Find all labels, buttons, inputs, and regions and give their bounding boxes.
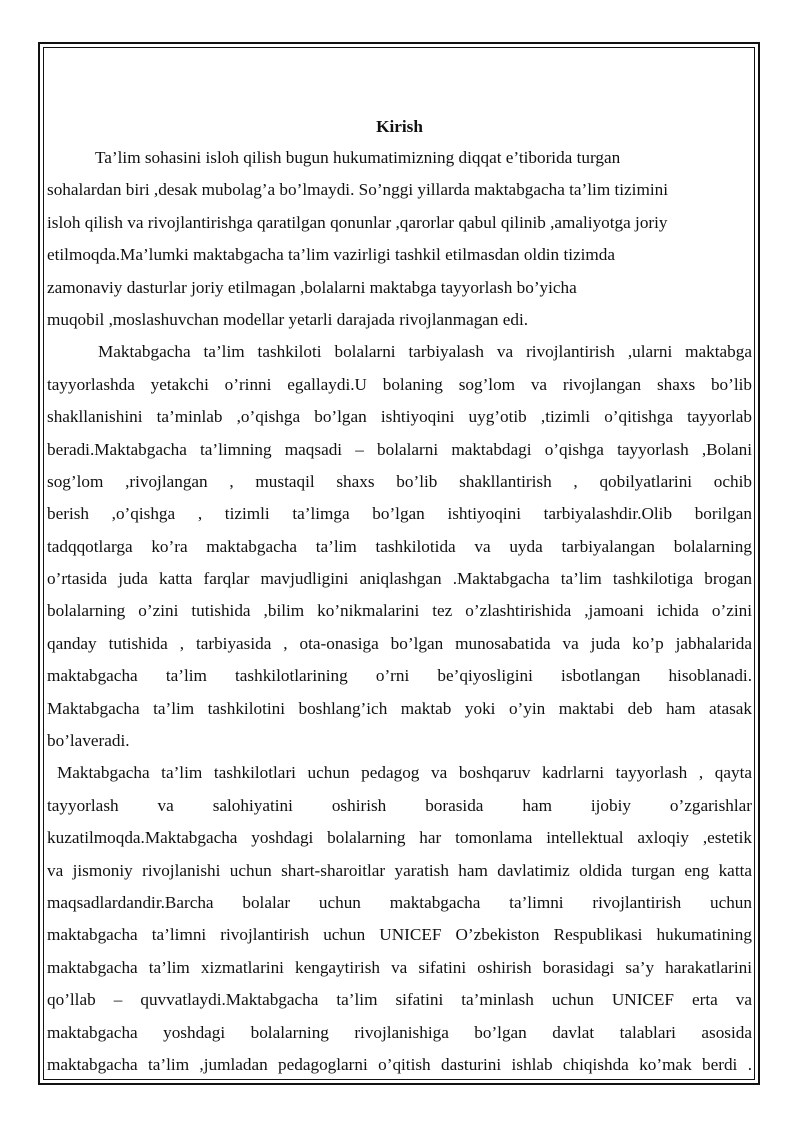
text-line: va jismoniy rivojlanishi uchun shart-sharoitlar yaratish ham davlatimiz oldida turgan eng katta <box>47 860 752 880</box>
text-line: beradi.Maktabgacha ta’limning maqsadi – bolalarni maktabdagi o’qishga tayyorlash ,Bolani <box>47 439 752 459</box>
text-line: o’rtasida juda katta farqlar mavjudligini aniqlashgan .Maktabgacha ta’lim tashkilotiga brogan <box>47 569 752 589</box>
document-body <box>47 112 752 1081</box>
text-line: kuzatilmoqda.Maktabgacha yoshdagi bolalarning har tomonlama intellektual axloqiy ,estetik <box>47 828 752 848</box>
text-line: zamonaviy dasturlar joriy etilmagan ,bolalarni maktabga tayyorlash bo’yicha <box>47 277 577 297</box>
text-line: maktabgacha ta’lim ,jumladan pedagoglarni o’qitish dasturini ishlab chiqishda ko’mak berdi . <box>47 1054 752 1074</box>
text-line: qo’llab – quvvatlaydi.Maktabgacha ta’lim sifatini ta’minlash uchun UNICEF erta va <box>47 990 752 1010</box>
text-line: muqobil ,moslashuvchan modellar yetarli darajada rivojlanmagan edi. <box>47 309 529 329</box>
document-title: Kirish <box>376 117 423 136</box>
text-line: Maktabgacha ta’lim tashkilotini boshlang’ich maktab yoki o’yin maktabi deb ham atasak <box>47 698 752 718</box>
text-line: Maktabgacha ta’lim tashkilotlari uchun pedagog va boshqaruv kadrlarni tayyorlash , qayta <box>57 763 752 783</box>
text-line: shakllanishini ta’minlab ,o’qishga bo’lgan ishtiyoqini uyg’otib ,tizimli o’qitishga tayyorlab <box>47 407 752 427</box>
text-line: maqsadlardandir.Barcha bolalar uchun maktabgacha ta’limni rivojlantirish uchun <box>47 892 752 912</box>
paragraph-1 <box>47 142 752 336</box>
paragraph-2 <box>47 336 752 757</box>
text-line: maktabgacha ta’lim xizmatlarini kengaytirish va sifatini oshirish borasidagi sa’y harakatlarini <box>47 957 752 977</box>
text-line: berish ,o’qishga , tizimli ta’limga bo’lgan ishtiyoqini tarbiyalashdir.Olib borilgan <box>47 504 752 524</box>
text-line: bolalarning o’zini tutishida ,bilim ko’nikmalarini tez o’zlashtirishida ,jamoani ichida o’zini <box>47 601 752 621</box>
paragraph-3 <box>47 757 752 1081</box>
text-line: Maktabgacha ta’lim tashkiloti bolalarni tarbiyalash va rivojlantirish ,ularni maktabga <box>98 342 752 362</box>
text-line: tayyorlashda yetakchi o’rinni egallaydi.U bolaning sog’lom va rivojlangan shaxs bo’lib <box>47 374 752 394</box>
text-line: maktabgacha ta’lim tashkilotlarining o’rni be’qiyosligini isbotlangan hisoblanadi. <box>47 666 752 686</box>
text-line: tayyorlash va salohiyatini oshirish borasida ham ijobiy o’zgarishlar <box>47 795 752 815</box>
text-line: sog’lom ,rivojlangan , mustaqil shaxs bo’lib shakllantirish , qobilyatlarini ochib <box>47 471 752 491</box>
text-line: Ta’lim sohasini isloh qilish bugun hukumatimizning diqqat e’tiborida turgan <box>95 148 621 167</box>
text-line: tadqqotlarga ko’ra maktabgacha ta’lim tashkilotida va uyda tarbiyalangan bolalarning <box>47 536 752 556</box>
text-line: isloh qilish va rivojlantirishga qaratilgan qonunlar ,qarorlar qabul qilinib ,amaliyotga joriy <box>47 212 668 232</box>
text-line: etilmoqda.Ma’lumki maktabgacha ta’lim vazirligi tashkil etilmasdan oldin tizimda <box>47 245 615 265</box>
text-line: maktabgacha yoshdagi bolalarning rivojlanishiga bo’lgan davlat talablari asosida <box>47 1022 752 1042</box>
text-line: sohalardan biri ,desak mubolag’a bo’lmaydi. So’nggi yillarda maktabgacha ta’lim tizimini <box>47 180 668 200</box>
text-line: maktabgacha ta’limni rivojlantirish uchun UNICEF O’zbekiston Respublikasi hukumatining <box>47 925 752 945</box>
text-line: bo’laveradi. <box>47 731 130 751</box>
text-line: qanday tutishida , tarbiyasida , ota-onasiga bo’lgan munosabatida va juda ko’p jabhalarida <box>47 633 752 653</box>
